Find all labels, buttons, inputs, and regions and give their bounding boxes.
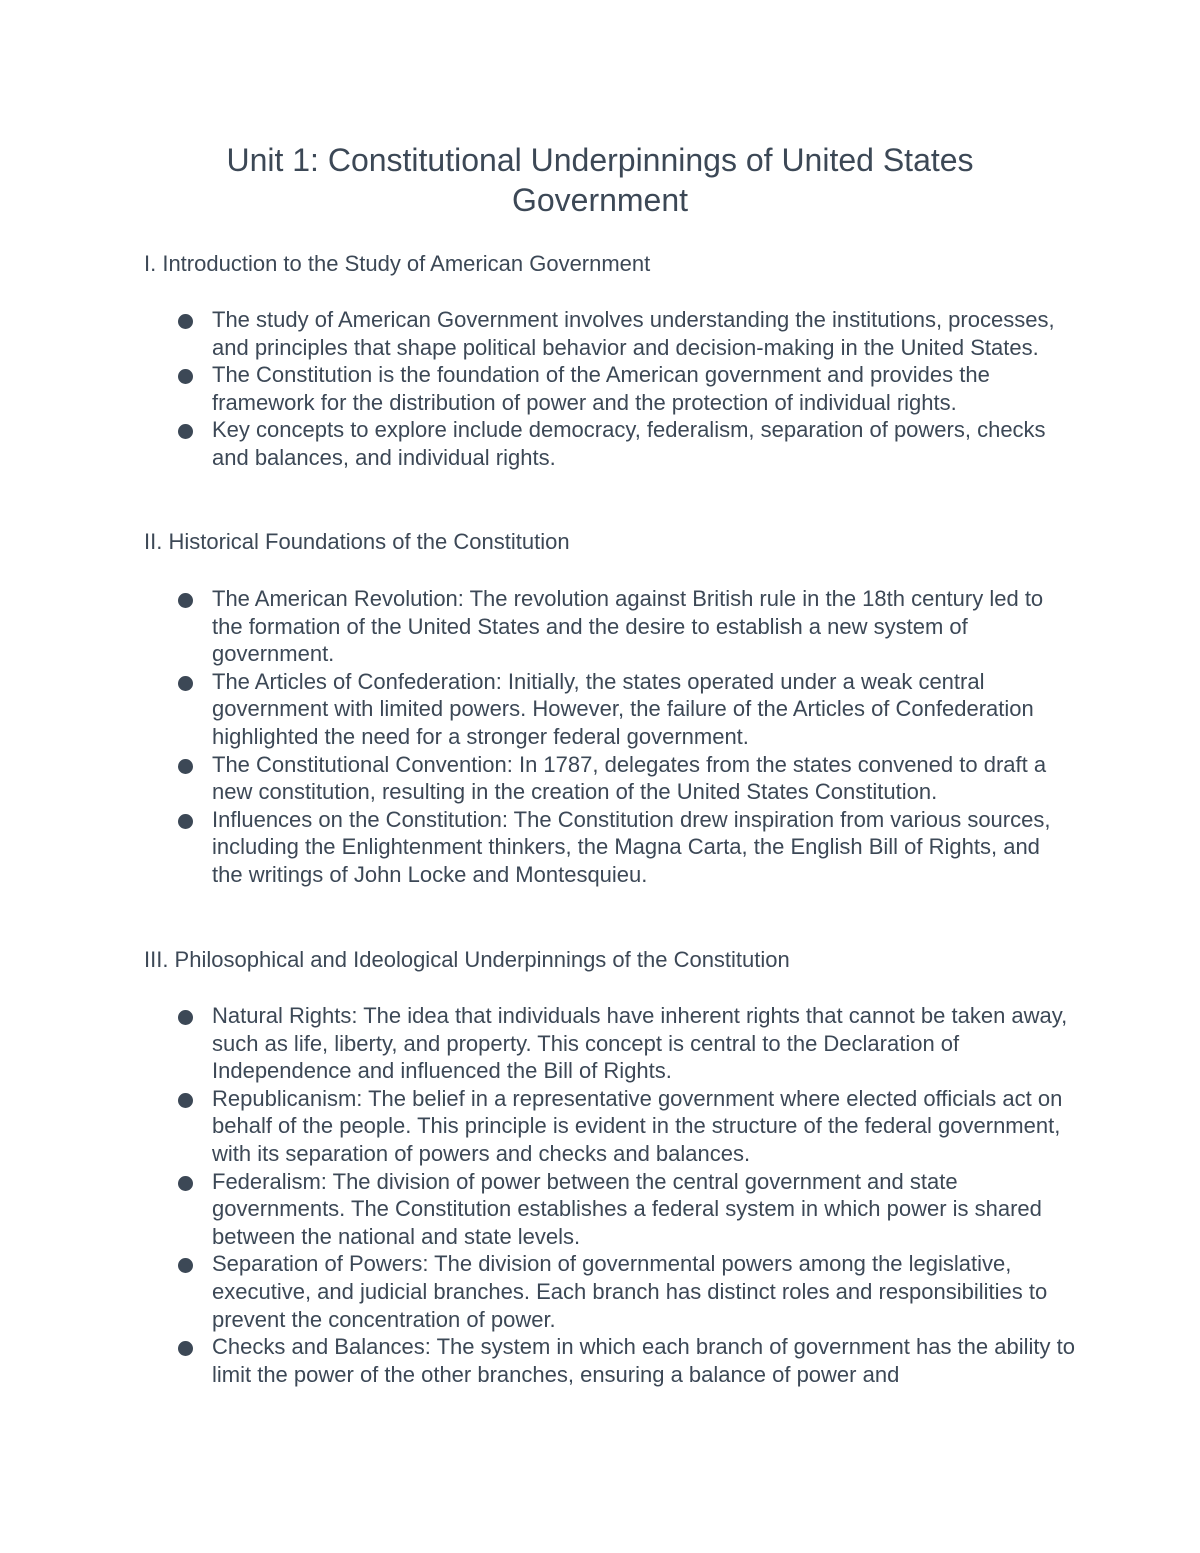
bullet-icon — [178, 1341, 193, 1356]
bullet-icon — [178, 759, 193, 774]
bullet-icon — [178, 1010, 193, 1025]
list-item-text: Republicanism: The belief in a representative government where elected officials act on behalf of the people. This principle is evident in the structure of the federal government, with its separation of powers and checks and balances. — [212, 1085, 1063, 1166]
bullet-icon — [178, 1176, 193, 1191]
bullet-icon — [178, 369, 193, 384]
list-item-text: The Articles of Confederation: Initially, the states operated under a weak central government with limited powers. However, the failure of the Articles of Confederation highlighted the need for a stronger federal government. — [212, 668, 1034, 749]
list-item — [176, 1085, 1076, 1168]
list-item — [176, 416, 1076, 471]
section-1-bullet-list — [176, 306, 1076, 472]
list-item — [176, 668, 1076, 751]
bullet-icon — [178, 424, 193, 439]
list-item — [176, 1333, 1076, 1388]
list-item-text: The American Revolution: The revolution against British rule in the 18th century led to the formation of the United States and the desire to establish a new system of government. — [212, 586, 1044, 667]
list-item — [176, 751, 1076, 806]
list-item-text: Checks and Balances: The system in which each branch of government has the ability to limit the power of the other branches, ensuring a balance of power and — [212, 1334, 1075, 1387]
page-title — [120, 140, 1080, 220]
page-title-line-2: Government — [511, 182, 689, 218]
section-heading-1: I. Introduction to the Study of American Government — [144, 251, 651, 276]
list-item-text: Separation of Powers: The division of governmental powers among the legislative, executive, and judicial branches. Each branch has distinct roles and responsibilities to prevent the concentration of power. — [212, 1251, 1048, 1332]
bullet-icon — [178, 314, 193, 329]
section-2-bullet-list — [176, 585, 1076, 889]
list-item — [176, 585, 1076, 668]
list-item-text: Key concepts to explore include democracy, federalism, separation of powers, checks and balances, and individual rights. — [212, 417, 1046, 470]
list-item — [176, 306, 1076, 361]
list-item — [176, 1250, 1076, 1333]
list-item-text: The study of American Government involves understanding the institutions, processes, and principles that shape political behavior and decision-making in the United States. — [212, 307, 1055, 360]
list-item — [176, 1002, 1076, 1085]
list-item-text: The Constitution is the foundation of the American government and provides the framework for the distribution of power and the protection of individual rights. — [212, 362, 990, 415]
page-title-line-1: Unit 1: Constitutional Underpinnings of United States — [226, 142, 974, 178]
bullet-icon — [178, 814, 193, 829]
bullet-icon — [178, 1093, 193, 1108]
list-item — [176, 361, 1076, 416]
section-3-bullet-list — [176, 1002, 1076, 1388]
list-item-text: The Constitutional Convention: In 1787, delegates from the states convened to draft a new constitution, resulting in the creation of the United States Constitution. — [212, 751, 1047, 805]
list-item — [176, 1168, 1076, 1251]
bullet-icon — [178, 1258, 193, 1273]
bullet-icon — [178, 676, 193, 691]
section-heading-3: III. Philosophical and Ideological Underpinnings of the Constitution — [144, 947, 790, 972]
bullet-icon — [178, 593, 193, 608]
section-heading-2: II. Historical Foundations of the Constitution — [144, 529, 570, 554]
list-item — [176, 806, 1076, 889]
list-item-text: Federalism: The division of power between the central government and state governments. The Constitution establishes a federal system in which power is shared between the national and state levels. — [212, 1168, 1042, 1249]
list-item-text: Influences on the Constitution: The Constitution drew inspiration from various sources, including the Enlightenment thinkers, the Magna Carta, the English Bill of Rights, and the writings of John Locke and Montesquieu. — [212, 806, 1051, 887]
list-item-text: Natural Rights: The idea that individuals have inherent rights that cannot be taken away, such as life, liberty, and property. This concept is central to the Declaration of Independence and influenced the Bill of Rights. — [212, 1003, 1068, 1084]
